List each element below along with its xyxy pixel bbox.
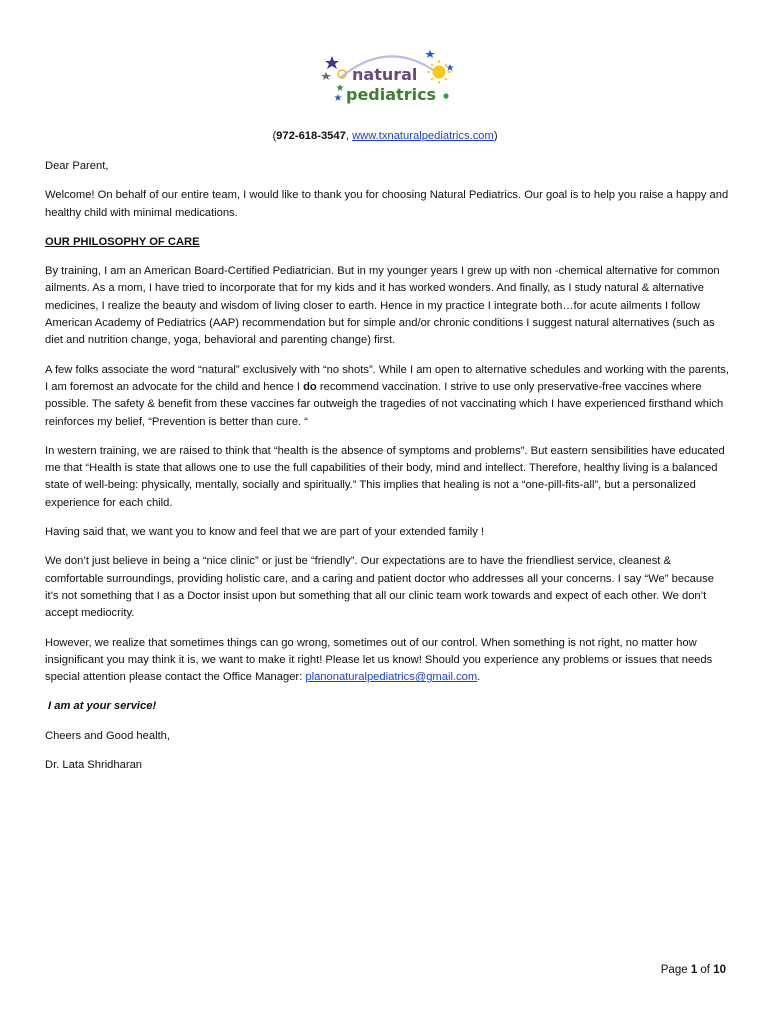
service-line: I am at your service! (48, 700, 157, 713)
contact-close-paren: ) (493, 130, 498, 142)
signature: Dr. Lata Shridharan (45, 759, 143, 772)
logo-word-natural: natural (352, 65, 418, 84)
footer-of-word: of (697, 964, 714, 976)
problems-paragraph (45, 635, 730, 687)
health-paragraph: In western training, we are raised to think that “health is the absence of symptoms and problems”. But eastern sensibilities have educated me that “Health is state that allows one to use the full capabilities of their body, mind and intellect. Therefore, healthy living is a balanced state of well-being: physically, mentally, socially and spiritually.” This implies that healing is not a “one-pill-fits-all”, but a personalized experience for each child. (45, 444, 725, 509)
footer-page-number: 1 (690, 964, 698, 976)
problems-text-before: However, we realize that sometimes things can go wrong, sometimes out of our control. When something is not right, no matter how insignificant you may think it is, we want to make it right! Please let us know! Should you experience any problems or issues that needs special attention please contact the Office Manager: (45, 636, 713, 684)
family-paragraph: Having said that, we want you to know and feel that we are part of your extended family ! (45, 526, 485, 539)
welcome-paragraph: Welcome! On behalf of our entire team, I would like to thank you for choosing Natural Pediatrics. Our goal is to help you raise a happy and healthy child with minimal medications. (45, 189, 729, 219)
contact-separator: , (345, 130, 353, 142)
office-manager-email-link[interactable]: planonaturalpediatrics@gmail.com (305, 671, 478, 684)
contact-open-paren: ( (272, 130, 277, 142)
philosophy-heading: OUR PHILOSOPHY OF CARE (45, 235, 200, 248)
shots-text-before: A few folks associate the word “natural” exclusively with “no shots”. While I am open to alternative schedules and working with the parents, I am foremost an advocate for the child and hence I (45, 363, 730, 393)
clinic-paragraph: We don’t just believe in being a “nice clinic” or just be “friendly”. Our expectations are to have the friendliest service, cleanest & comfortable surroundings, providing holistic care, and a caring and patient doctor who addresses all your concerns. I say “We” because it’s not something that I as a Doctor insist upon but something that all our clinic team work towards and expect of each other. We don’t accept mediocrity. (45, 555, 714, 620)
logo-graphic (318, 44, 458, 110)
letter-body (45, 158, 730, 786)
logo-word-pediatrics: pediatrics (346, 85, 437, 104)
problems-text-after: . (477, 671, 481, 684)
natural-pediatrics-logo (318, 44, 458, 110)
footer-page-total: 10 (713, 964, 726, 976)
website-link[interactable]: www.txnaturalpediatrics.com (352, 130, 494, 142)
training-paragraph: By training, I am an American Board-Certified Pediatrician. But in my younger years I grew up with non -chemical alternative for common ailments. As a mom, I have tried to incorporate that for my kids and it has worked wonders. And finally, as I study natural & alternative medicines, I realize the beauty and wisdom of living closer to earth. Hence in my practice I integrate both…for acute ailments I follow American Academy of Pediatrics (AAP) recommendation but for simple and/or chronic conditions I suggest natural alternatives (such as diet and nutrition change, yoga, behavioral and parenting change) first. (45, 265, 720, 347)
shots-paragraph (45, 362, 730, 431)
shots-text-after: recommend vaccination. I strive to use only preservative-free vaccines where possible. The safety & benefit from these vaccines far outweigh the tragedies of not vaccinating which I have experienced firsthand which reinforces my belief, “Prevention is better than cure. “ (45, 380, 724, 428)
footer-page-word: Page (660, 964, 691, 976)
phone-number: 972-618-3547 (276, 130, 346, 142)
shots-emphasis-do: do (303, 380, 317, 393)
closing-line: Cheers and Good health, (45, 729, 171, 742)
contact-line (0, 128, 770, 144)
page-footer (661, 962, 726, 978)
salutation: Dear Parent, (45, 160, 109, 172)
